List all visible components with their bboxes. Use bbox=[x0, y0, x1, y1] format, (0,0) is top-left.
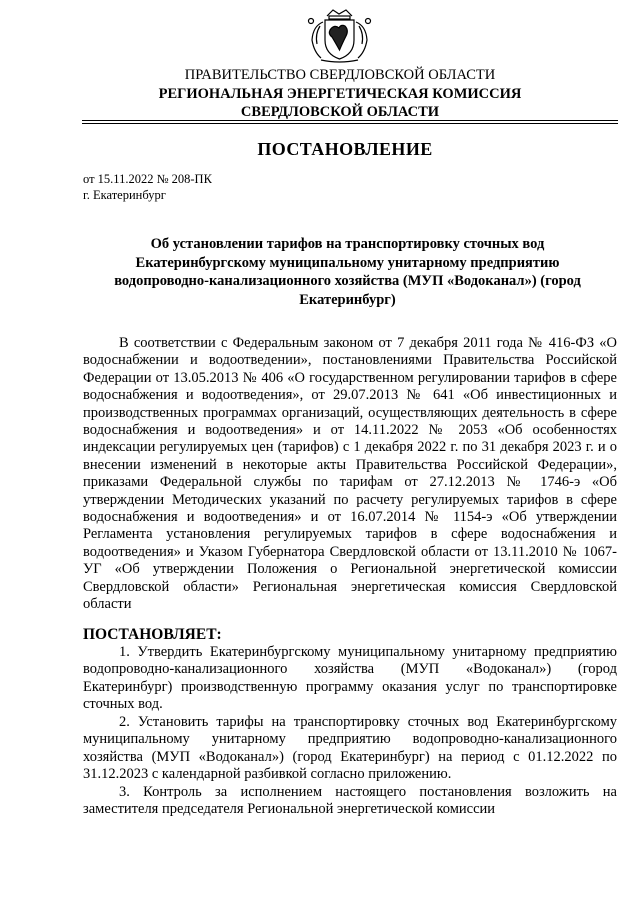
header-rule bbox=[82, 120, 618, 121]
date-and-number: от 15.11.2022 № 208-ПК bbox=[83, 172, 212, 186]
government-name: ПРАВИТЕЛЬСТВО СВЕРДЛОВСКОЙ ОБЛАСТИ bbox=[184, 67, 496, 83]
commission-name: РЕГИОНАЛЬНАЯ ЭНЕРГЕТИЧЕСКАЯ КОМИССИЯ bbox=[158, 86, 522, 102]
city: г. Екатеринбург bbox=[83, 188, 166, 202]
resolution-item-2: 2. Установить тарифы на транспортировку сточных вод Екатеринбургскому муниципальному унитарному предприятию водопроводно-канализационного хозяйства (МУП «Водоканал») (город Екатеринбург) на период с 01.12.2022 по 31.12.2023 с календарной разбивкой согласно приложению. bbox=[83, 714, 617, 783]
resolves-heading: ПОСТАНОВЛЯЕТ: bbox=[83, 626, 222, 643]
coat-of-arms-icon bbox=[297, 4, 382, 64]
resolution-item-1: 1. Утвердить Екатеринбургскому муниципальному унитарному предприятию водопроводно-канализационного хозяйства (МУП «Водоканал») (город Екатеринбург) производственную программу оказания услуг по транспортировке сточных вод. bbox=[83, 644, 617, 713]
document-type-title: ПОСТАНОВЛЕНИЕ bbox=[257, 139, 433, 159]
header-rule-secondary bbox=[82, 123, 618, 124]
region-name: СВЕРДЛОВСКОЙ ОБЛАСТИ bbox=[240, 104, 440, 120]
preamble-paragraph: В соответствии с Федеральным законом от 7 декабря 2011 года № 416-ФЗ «О водоснабжении и водоотведении», постановлениями Правительства Российской Федерации от 13.05.2013 № 406 «О государственном регулировании тарифов в сфере водоснабжения и водоотведения», от 29.07.2013 № 641 «Об инвестиционных и производственных программах организаций, осуществляющих деятельность в сфере водоснабжения и водоотведения» и от 14.11.2022 № 2053 «Об особенностях индексации регулируемых цен (тарифов) с 1 декабря 2022 г. по 31 декабря 2023 г. и о внесении изменений в некоторые акты Правительства Российской Федерации», приказами Федеральной службы по тарифам от 27.12.2013 № 1746-э «Об утверждении Методических указаний по расчету регулируемых тарифов в сфере водоснабжения и водоотведения» и от 16.07.2014 № 1154-э «Об утверждении Регламента установления регулируемых тарифов в сфере водоснабжения и водоотведения» и Указом Губернатора Свердловской области от 13.11.2010 № 1067-УГ «Об утверждении Положения о Региональной энергетической комиссии Свердловской области» Региональная энергетическая комиссия Свердловской области bbox=[83, 335, 617, 613]
resolution-item-3: 3. Контроль за исполнением настоящего постановления возложить на заместителя председателя Региональной энергетической комиссии bbox=[83, 784, 617, 818]
document-subject: Об установлении тарифов на транспортировку сточных вод Екатеринбургскому муниципальному унитарному предприятию водопроводно-канализационного хозяйства (МУП «Водоканал») (город Екатеринбург) bbox=[114, 236, 581, 308]
